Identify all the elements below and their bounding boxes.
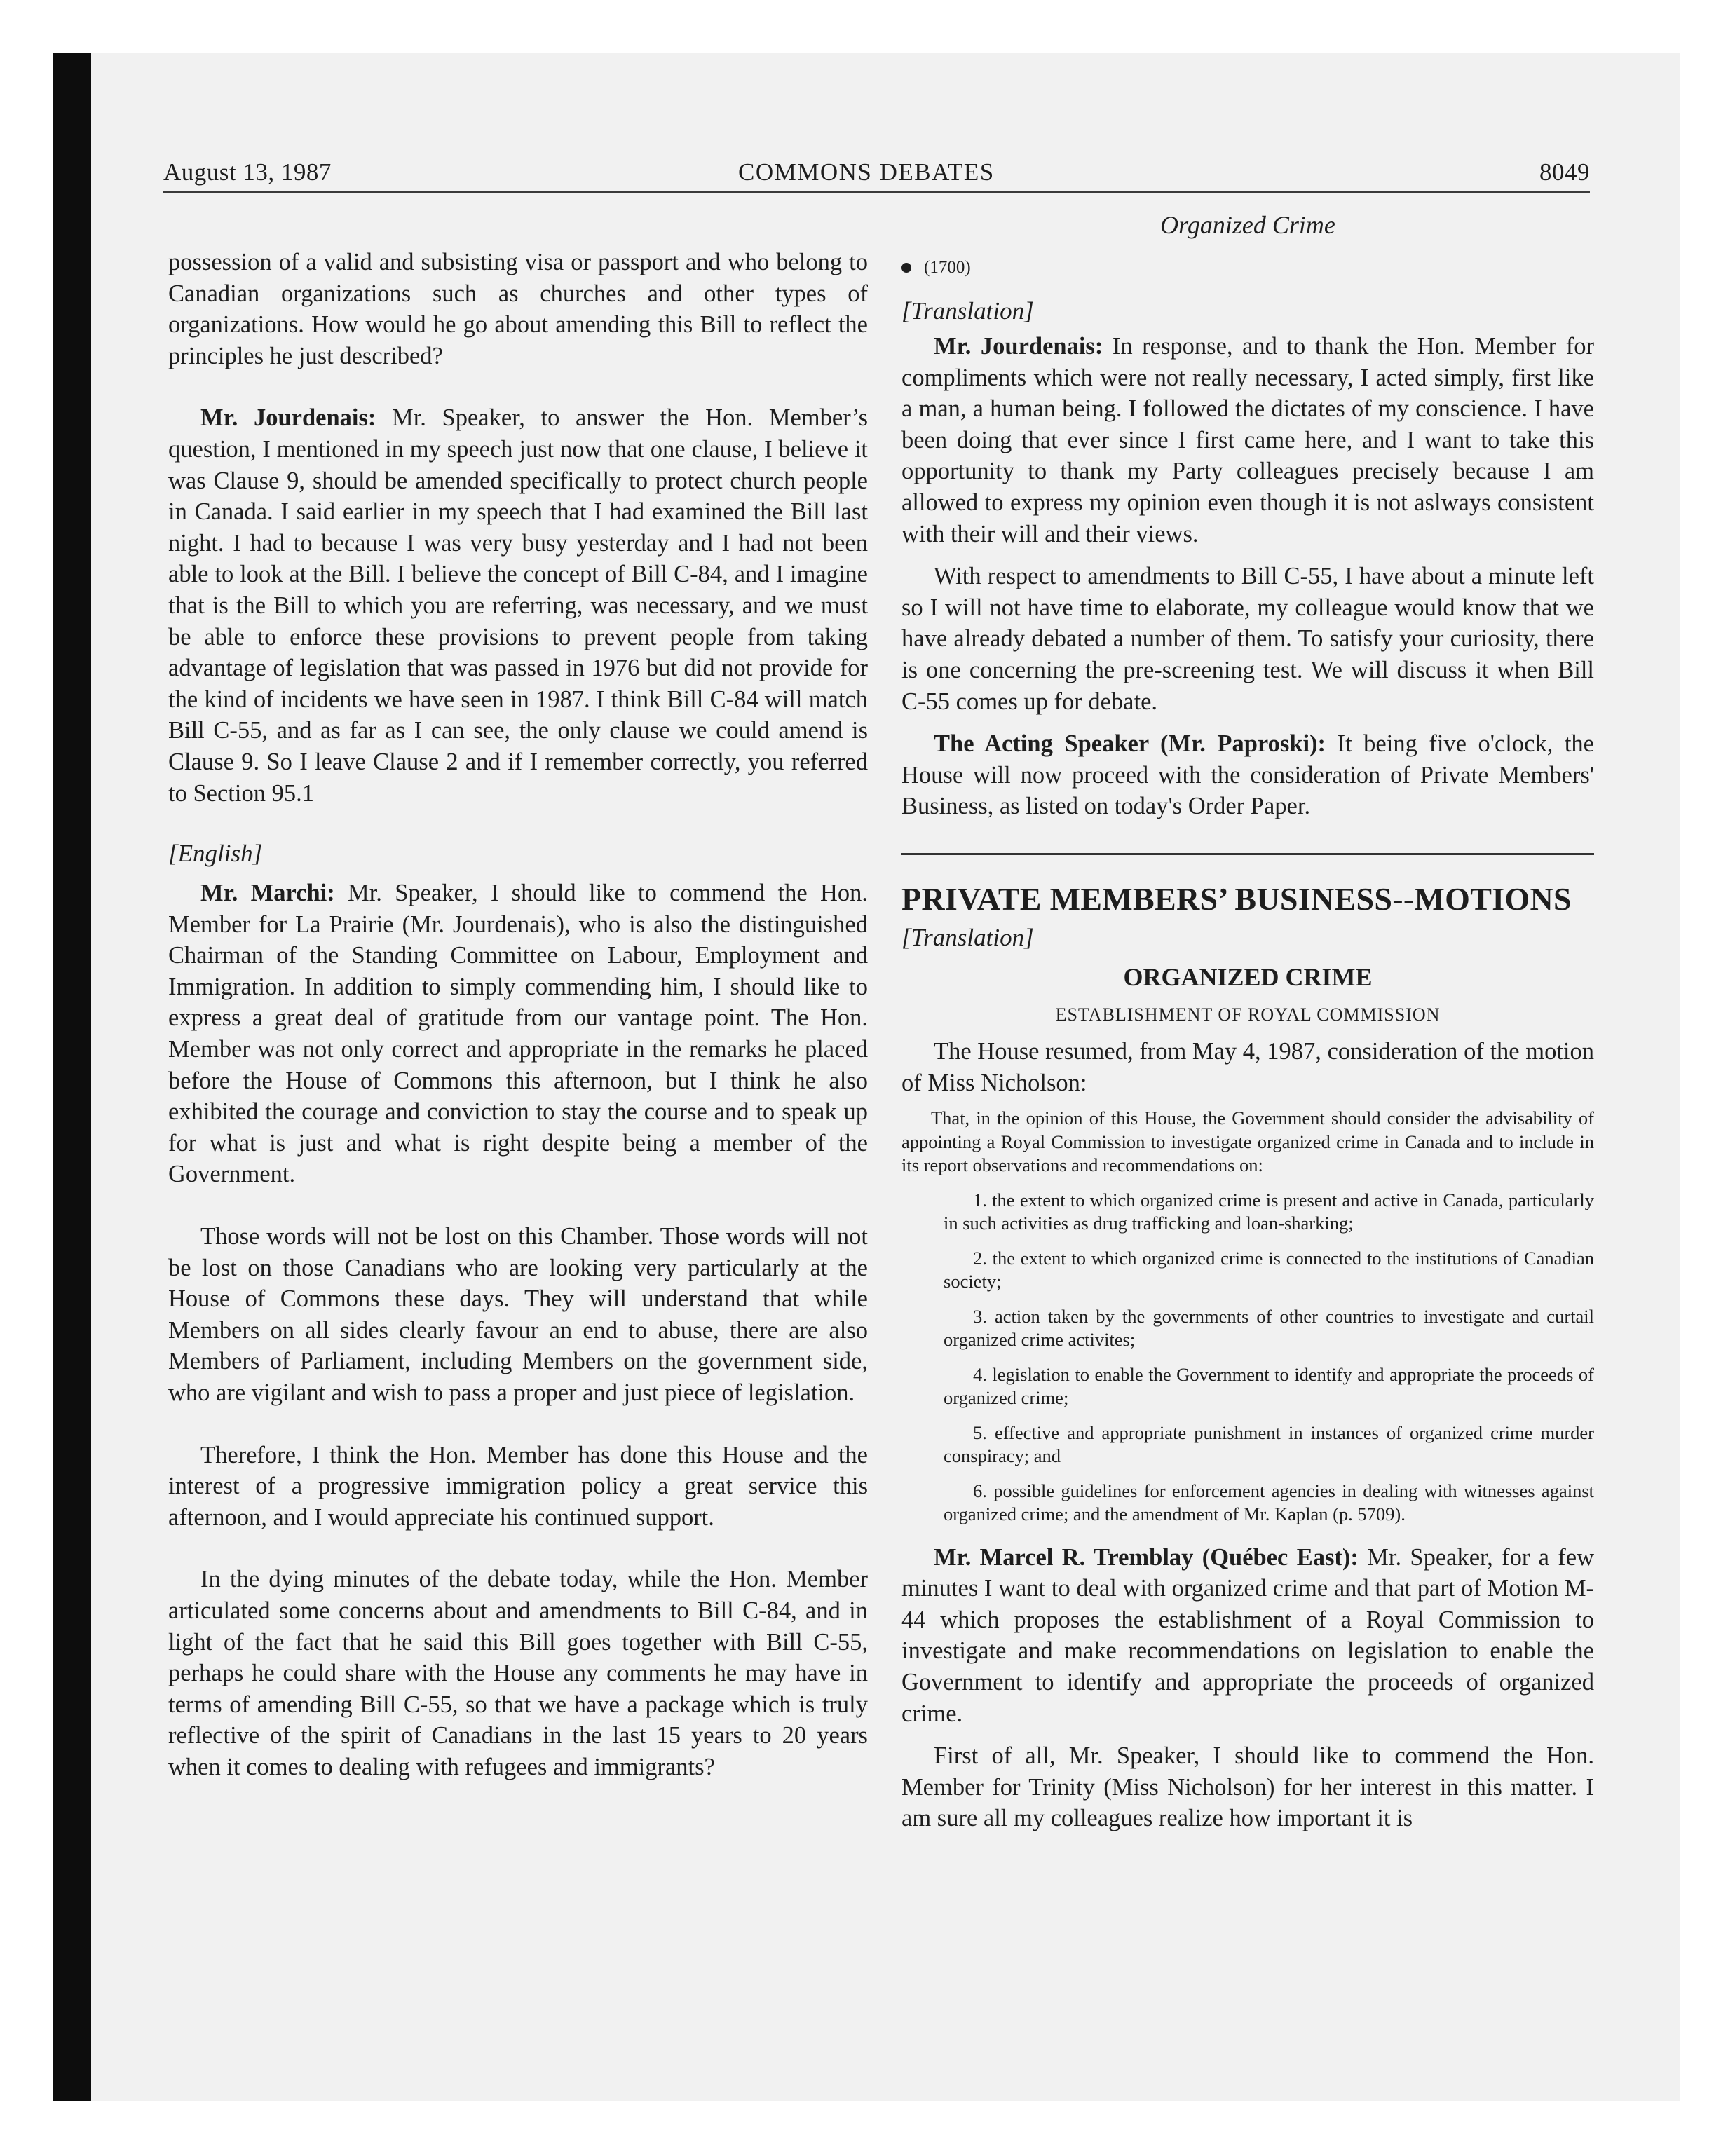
motion-item: 1. the extent to which organized crime is present and active in Canada, particularly in such activities as drug trafficking and loan-sharking; <box>944 1189 1594 1234</box>
running-header <box>163 151 1590 193</box>
paragraph: possession of a valid and subsisting visa or passport and who belong to Canadian organizations such as churches and other types of organizations. How would he go about amending this Bill to reflect the principles he just described? <box>168 249 868 369</box>
speech-text: Mr. Speaker, for a few minutes I want to deal with organized crime and that part of Motion M-44 which proposes the establishment of a Royal Commission to investigate and make recommendations on legislation to enable the Government to identify and appropriate the proceeds of organized crime. <box>901 1543 1594 1727</box>
motion-item: 3. action taken by the governments of other countries to investigate and curtail organized crime activites; <box>944 1305 1594 1351</box>
motion-item: 2. the extent to which organized crime is connected to the institutions of Canadian society; <box>944 1247 1594 1292</box>
language-label: [English] <box>168 840 263 868</box>
paragraph: First of all, Mr. Speaker, I should like to commend the Hon. Member for Trinity (Miss Nicholson) for her interest in this matter. I am sure all my colleagues realize how important it is <box>901 1742 1594 1832</box>
motion-item: 6. possible guidelines for enforcement agencies in dealing with witnesses against organized crime; and the amendment of Mr. Kaplan (p. 5709). <box>944 1480 1594 1525</box>
motion-item: 4. legislation to enable the Government to identify and appropriate the proceeds of organized crime; <box>944 1363 1594 1409</box>
bullet-icon <box>901 263 911 273</box>
speaker-name: The Acting Speaker (Mr. Paproski): <box>934 730 1326 758</box>
speech-paragraph <box>901 331 1594 550</box>
paragraph: The House resumed, from May 4, 1987, consideration of the motion of Miss Nicholson: <box>901 1037 1594 1096</box>
scan-binding-edge <box>53 53 91 2103</box>
speech-text: Mr. Speaker, I should like to commend the Hon. Member for La Prairie (Mr. Jourdenais), who is also the distinguished Chairman of the Standing Committee on Labour, Employment and Immigration. In addition to simply commending him, I should like to express a great deal of gratitude from our vantage point. The Hon. Member was not only correct and appropriate in the remarks he placed before the House of Commons this afternoon, but I think he also exhibited the courage and conviction to stay the course and to speak up for what is just and what is right despite being a member of the Government. <box>168 880 868 1188</box>
scan-margin <box>0 0 53 2156</box>
time-stamp-text: (1700) <box>924 258 971 277</box>
time-stamp <box>901 254 1594 282</box>
header-page-number: 8049 <box>1539 158 1590 186</box>
header-publication: COMMONS DEBATES <box>738 158 995 186</box>
header-date: August 13, 1987 <box>163 158 332 186</box>
speaker-name: Mr. Marchi: <box>200 880 335 907</box>
speaker-name: Mr. Jourdenais: <box>200 404 376 432</box>
business-heading: PRIVATE MEMBERS’ BUSINESS--MOTIONS <box>901 880 1572 917</box>
motion-item: 5. effective and appropriate punishment in instances of organized crime murder conspiracy; and <box>944 1421 1594 1467</box>
language-label: [Translation] <box>901 923 1034 951</box>
speech-paragraph <box>168 402 868 809</box>
speech-text: Mr. Speaker, to answer the Hon. Member’s question, I mentioned in my speech just now that one clause, I believe it was Clause 9, should be amended specifically to protect church people in Canada. I said earlier in my speech that I had examined the Bill last night. I had to because I was very busy yesterday and I had not been able to look at the Bill. I believe the concept of Bill C-84, and I imagine that is the Bill to which you are referring, was necessary, and we must be able to enforce these provisions to prevent people from taking advantage of legislation that was passed in 1976 but did not provide for the kind of incidents we have seen in 1987. I think Bill C-84 will match Bill C-55, and as far as I can see, the only clause we could amend is Clause 9. So I leave Clause 2 and if I remember correctly, you referred to Section 95.1 <box>168 404 868 807</box>
left-column <box>168 210 868 1783</box>
speech-paragraph <box>168 878 868 1190</box>
section-divider <box>901 853 1594 855</box>
speech-paragraph <box>901 728 1594 822</box>
speaker-name: Mr. Marcel R. Tremblay (Québec East): <box>934 1543 1359 1571</box>
speech-text: In response, and to thank the Hon. Member for compliments which were not really necessary, I acted simply, first like a man, a human being. I followed the dictates of my conscience. I have been doing that ever since I first came here, and I want to take this opportunity to thank my Party colleagues precisely because I am allowed to express my opinion even though it is not aslways consistent with their will and their views. <box>901 333 1594 547</box>
speaker-name: Mr. Jourdenais: <box>934 333 1103 360</box>
motion-text: That, in the opinion of this House, the Government should consider the advisability of appointing a Royal Commission to investigate organized crime in Canada and to include in its report observations and recommendations on: <box>901 1107 1594 1176</box>
scan-margin-bottom <box>53 2101 1680 2156</box>
sub-heading: ESTABLISHMENT OF ROYAL COMMISSION <box>1055 1004 1441 1025</box>
speech-text: It being five o'clock, the House will now proceed with the consideration of Private Members' Business, as listed on today's Order Paper. <box>901 730 1594 820</box>
paragraph: Therefore, I think the Hon. Member has done this House and the interest of a progressive immigration policy a great service this afternoon, and I would appreciate his continued support. <box>168 1441 868 1531</box>
paragraph: Those words will not be lost on this Chamber. Those words will not be lost on those Canadians who are looking very particularly at the House of Commons these days. They will understand that while Members on all sides clearly favour an end to abuse, there are also Members of Parliament, including Members on the government side, who are vigilant and wish to pass a proper and just piece of legislation. <box>168 1223 868 1406</box>
subject-heading: ORGANIZED CRIME <box>1123 962 1373 991</box>
section-title: Organized Crime <box>1160 211 1335 239</box>
right-column <box>901 210 1594 1834</box>
paragraph: In the dying minutes of the debate today, while the Hon. Member articulated some concerns about and amendments to Bill C-84, and in light of the fact that he said this Bill goes together with Bill C-55, perhaps he could share with the House any comments he may have in terms of amending Bill C-55, so that we have a package which is truly reflective of the spirit of Canadians in the last 15 years to 20 years when it comes to dealing with refugees and immigrants? <box>168 1566 868 1780</box>
language-label: [Translation] <box>901 297 1034 325</box>
speech-paragraph <box>901 1542 1594 1730</box>
paragraph: With respect to amendments to Bill C-55, I have about a minute left so I will not have time to elaborate, my colleague would know that we have already debated a number of them. To satisfy your curiosity, there is one concerning the pre-screening test. We will discuss it when Bill C-55 comes up for debate. <box>901 563 1594 715</box>
